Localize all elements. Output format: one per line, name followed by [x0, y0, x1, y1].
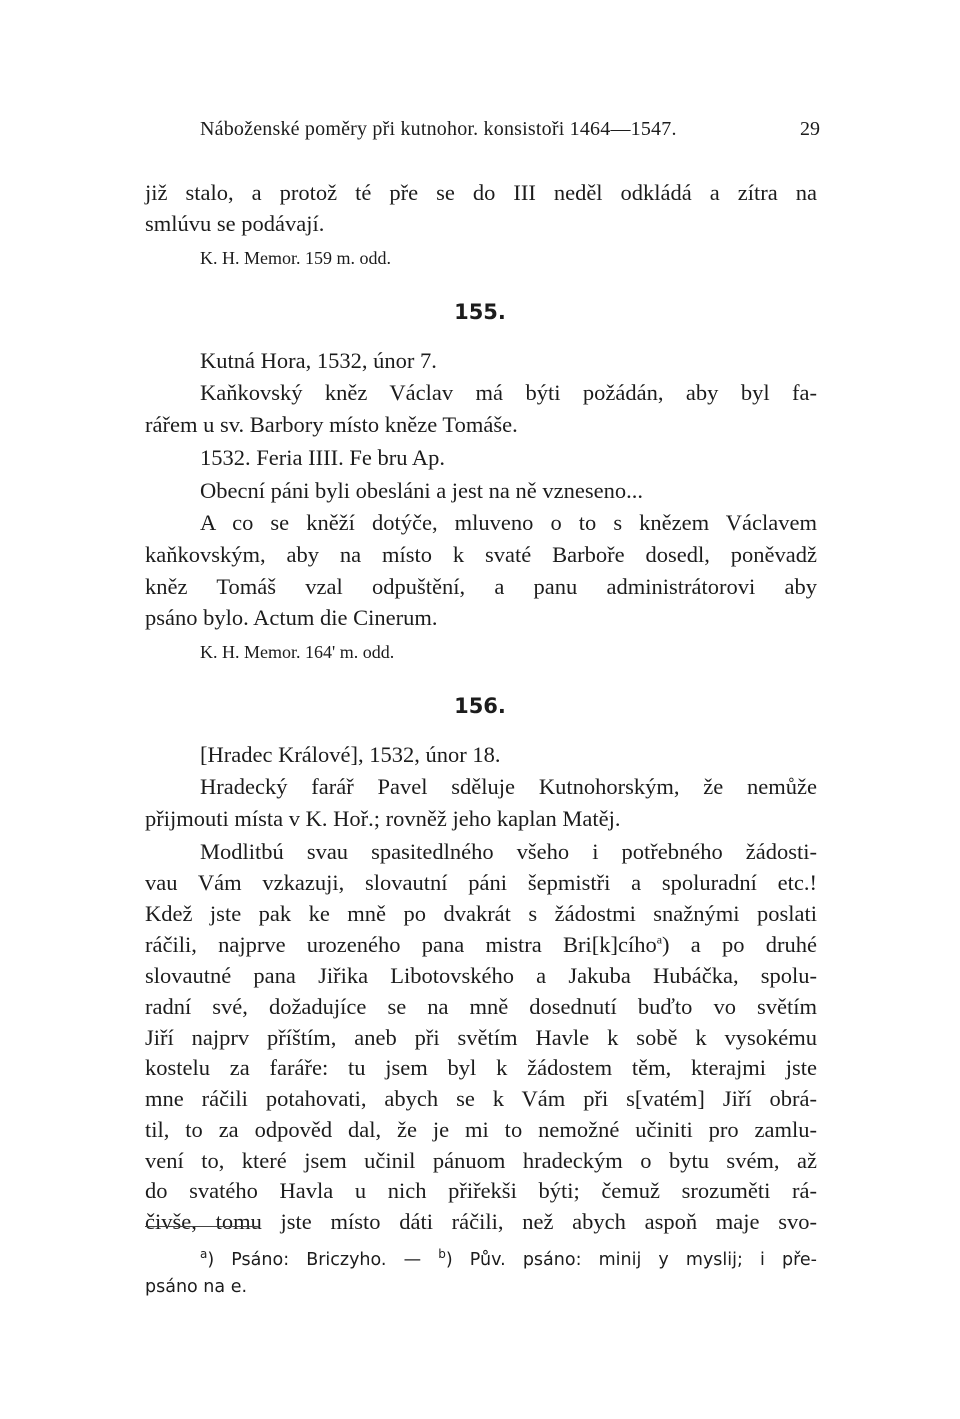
text-line: čivše, tomu jste místo dáti ráčili, než abych aspoň maje svo-: [145, 1209, 817, 1234]
text-line: Modlitbú svau spasitedlného všeho i potřebného žádosti-: [200, 839, 817, 864]
document-number: 156.: [454, 694, 506, 718]
dateline: Kutná Hora, 1532, únor 7.: [200, 348, 437, 373]
text-line: Kdež jste pak ke mně po dvakrát s žádostmi snažnými poslati: [145, 901, 817, 926]
text-line: do svatého Havla u nich přiřekši býti; čemuž srozuměti rá-: [145, 1178, 817, 1203]
text-line: již stalo, a protož té pře se do III neděl odkládá a zítra na: [145, 180, 817, 205]
text-line: [145, 930, 817, 960]
source-reference: K. H. Memor. 159 m. odd.: [200, 248, 391, 268]
text-line: kněz Tomáš vzal odpuštění, a panu administrátorovi aby: [145, 574, 817, 599]
footnote-line: psáno na e.: [145, 1277, 248, 1297]
running-title: Náboženské poměry při kutnohor. konsistoři 1464—1547.: [200, 118, 677, 140]
text-segment: ráčili, najprve urozeného pana mistra Bri[k]cího: [145, 932, 657, 957]
text-line: radní své, dožadujíce se na mně dosednutí buďto vo světím: [145, 994, 817, 1019]
regest-line: Hradecký farář Pavel sděluje Kutnohorským, že nemůže: [200, 774, 817, 799]
regest-line: přijmouti místa v K. Hoř.; rovněž jeho kaplan Matěj.: [145, 806, 621, 831]
text-line: mne ráčili potahovati, abych se k Vám při s[vatém] Jiří obrá-: [145, 1086, 817, 1111]
text-line: 1532. Feria IIII. Fe bru Ap.: [200, 445, 445, 470]
text-segment: ) a po druhé: [662, 932, 817, 957]
footnote-ref: a: [656, 932, 663, 947]
text-line: vau Vám vzkazuji, slovautní páni šepmistři a spoluradní etc.!: [145, 870, 817, 895]
regest-line: rářem u sv. Barbory místo kněze Tomáše.: [145, 412, 518, 437]
text-line: slovautné pana Jiřika Libotovského a Jakuba Hubáčka, spolu-: [145, 963, 817, 988]
text-line: Obecní páni byli obesláni a jest na ně vzneseno...: [200, 478, 643, 503]
running-header: [200, 118, 820, 148]
dateline: [Hradec Králové], 1532, únor 18.: [200, 742, 501, 767]
footnote-marker: a: [200, 1247, 208, 1262]
footnote-marker: b: [438, 1247, 446, 1262]
text-line: kaňkovským, aby na místo k svaté Barboře dosedl, poněvadž: [145, 542, 817, 567]
footnote-text: ) Pův. psáno: minij y myslij; i pře-: [445, 1250, 818, 1270]
page-number: 29: [800, 118, 820, 140]
text-line: A co se kněží dotýče, mluveno o to s knězem Václavem: [200, 510, 817, 535]
text-line: vení to, které jsem učinil pánuom hradeckým o bytu svém, až: [145, 1148, 817, 1173]
footnote-separator: [145, 1226, 260, 1227]
footnote-text: ) Psáno: Briczyho. —: [207, 1250, 439, 1270]
text-line: Jiří najprv příštím, aneb při světím Havle k sobě k vysokému: [145, 1025, 817, 1050]
text-line: smlúvu se podávají.: [145, 211, 325, 236]
text-line: til, to za odpověd dal, že je mi to nemožné učiniti pro zamlu-: [145, 1117, 817, 1142]
regest-line: Kaňkovský kněz Václav má býti požádán, aby byl fa-: [200, 380, 817, 405]
text-line: kostelu za faráře: tu jsem byl k žádostem těm, kterajmi jste: [145, 1055, 817, 1080]
document-number: 155.: [454, 300, 506, 324]
text-line: psáno bylo. Actum die Cinerum.: [145, 605, 438, 630]
source-reference: K. H. Memor. 164' m. odd.: [200, 642, 395, 662]
footnote-line: [200, 1247, 818, 1270]
